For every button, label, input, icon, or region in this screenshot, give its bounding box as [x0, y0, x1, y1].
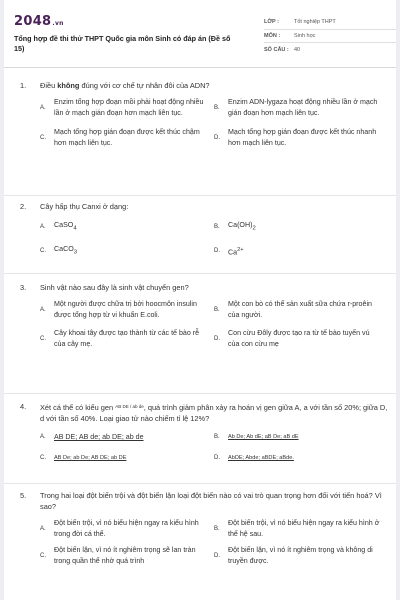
option-c[interactable]: C. CaCO$_3$: [40, 245, 78, 256]
question-text: Trong hai loại đột biến trội và đột biến lặn loại đột biến nào có vai trò quan trọng hơn đối với tiến hoá? Vì sao?: [40, 491, 382, 511]
exam-meta-table: [264, 16, 396, 57]
meta-value-subject: Sinh học: [294, 32, 316, 39]
option-b[interactable]: B. $Ca(OH)_2$: [214, 221, 256, 232]
meta-label-count: SỐ CÂU :: [264, 46, 289, 53]
question-divider: [4, 195, 396, 196]
question-4: [20, 401, 388, 464]
question-text: Điều không đúng với cơ chế tự nhân đôi của ADN?: [40, 81, 210, 90]
question-3: [20, 282, 388, 350]
meta-row-subject: [264, 30, 396, 44]
question-number: 4.: [20, 402, 27, 411]
option-d[interactable]: D. Con cừu Đôly được tạo ra từ tế bào tuyến vú của con cừu mẹ: [214, 329, 370, 348]
option-c[interactable]: C. AB De; ab De; AB DE; ab DE: [40, 455, 127, 461]
meta-row-count: [264, 43, 396, 57]
exam-header: [14, 14, 394, 53]
option-c[interactable]: C. Cây khoai tây được tạo thành từ các tế bào rễ của cây mẹ.: [40, 329, 200, 348]
exam-sheet: [4, 0, 396, 600]
option-c[interactable]: C. Mạch tổng hợp gián đoạn được kết thúc chậm hơn mạch liên tục.: [40, 128, 200, 147]
meta-label-subject: MÔN :: [264, 32, 281, 39]
option-a[interactable]: A. AB DE; AB de; ab DE; ab de: [40, 433, 144, 441]
option-b[interactable]: B. Một con bò có thể sản xuất sữa chứa r-proêin của người.: [214, 300, 372, 319]
question-text: Cây hấp thụ Canxi ở dạng:: [40, 202, 129, 211]
meta-label-class: LỚP :: [264, 19, 279, 26]
option-c[interactable]: C. Đột biến lặn, vì nó ít nghiêm trọng sẽ lan tràn trong quần thể nhờ quá trình: [40, 546, 196, 565]
option-d[interactable]: D. Đột biến lặn, vì nó ít nghiêm trọng và không di truyền được.: [214, 546, 373, 565]
question-divider: [4, 273, 396, 274]
option-a[interactable]: A. Đột biến trội, vì nó biểu hiện ngay ra kiểu hình trong đời cá thể.: [40, 519, 199, 538]
option-a[interactable]: A. CaSO$_4$: [40, 221, 77, 232]
meta-value-class: Tốt nghiệp THPT: [294, 19, 336, 26]
question-number: 2.: [20, 202, 27, 211]
option-d[interactable]: D. AbDE; Abde; aBDE; aBde.: [214, 455, 294, 461]
page-title: Tổng hợp đề thi thử THPT Quốc gia môn Sinh có đáp án (Đề số 15): [14, 34, 231, 53]
meta-row-class: [264, 16, 396, 30]
option-a[interactable]: A. Một người được chữa trị bởi hoocmôn insulin được tổng hợp từ vi khuẩn E.coli.: [40, 300, 197, 319]
option-d[interactable]: D. $Ca^{2+}$: [214, 246, 244, 257]
question-divider: [4, 483, 396, 484]
question-number: 5.: [20, 491, 27, 500]
question-number: 1.: [20, 81, 27, 90]
option-b[interactable]: B. Enzim ADN-lygaza hoạt động nhiều lần ở mạch gián đoạn hơn mạch liên tục.: [214, 98, 378, 117]
option-b[interactable]: B. Ab De; Ab dE; aB De; aB dE: [214, 434, 299, 440]
question-5: [20, 490, 388, 567]
site-logo[interactable]: 2048.vn: [14, 14, 64, 29]
meta-value-count: 40: [294, 46, 301, 53]
header-divider: [4, 67, 396, 68]
question-2: [20, 201, 388, 259]
question-number: 3.: [20, 283, 27, 292]
option-b[interactable]: B. Đột biến trội, vì nó biểu hiện ngay ra kiểu hình ở thế hệ sau.: [214, 519, 380, 538]
question-text: Sinh vật nào sau đây là sinh vật chuyển gen?: [40, 283, 189, 292]
question-1: [20, 80, 388, 149]
question-divider: [4, 393, 396, 394]
question-text: Xét cá thể có kiểu gen $^{AB DE / ab de}$, quá trình giảm phân xảy ra hoán vị gen giữa A, a với tần số 20%; giữa D, d với tần số 40%. Loại giao tử nào chiếm tỉ lệ 12%?: [40, 403, 388, 423]
option-d[interactable]: D. Mạch tổng hợp gián đoạn được kết thúc nhanh hơn mạch liên tục.: [214, 128, 377, 147]
option-a[interactable]: A. Enzim tổng hợp đoạn mồi phải hoạt động nhiều lần ở mạch gián đoạn hơn mạch liên tục.: [40, 98, 204, 117]
